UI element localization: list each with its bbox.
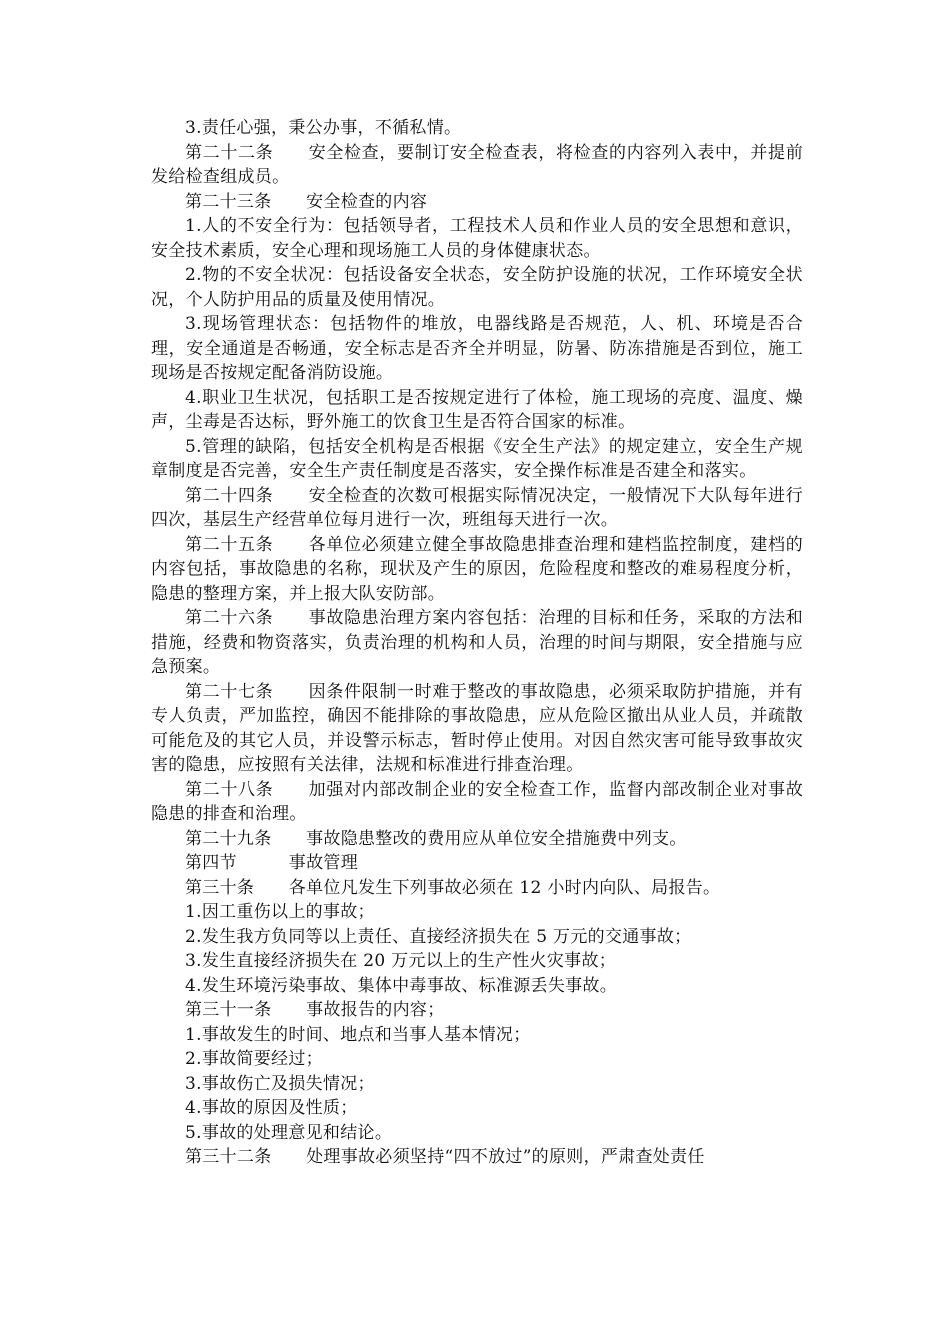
list-item: 1.事故发生的时间、地点和当事人基本情况； — [185, 1024, 531, 1045]
list-item: 1.因工重伤以上的事故； — [185, 902, 375, 922]
paragraph: 第二十六条 事故隐患治理方案内容包括：治理的目标和任务，采取的方法和措施，经费和物资落实，负责治理的机构和人员，治理的时间与期限，安全措施与应急预案。 — [151, 608, 803, 677]
section-heading: 第四节 事故管理 — [185, 853, 358, 873]
paragraph: 第二十二条 安全检查，要制订安全检查表，将检查的内容列入表中，并提前发给检查组成员。 — [151, 142, 803, 187]
paragraph: 第二十七条 因条件限制一时难于整改的事故隐患，必须采取防护措施，并有专人负责，严加监控，确因不能排除的事故隐患，应从危险区撤出从业人员，并疏散可能危及的其它人员，并设警示标志，暂时停止使用。对因自然灾害可能导致事故灾害的隐患，应按照有关法律，法规和标准进行排查治理。 — [151, 681, 803, 775]
paragraph: 第三十一条 事故报告的内容； — [185, 1000, 445, 1020]
list-item: 5.事故的处理意见和结论。 — [185, 1122, 393, 1143]
paragraph: 第三十二条 处理事故必须坚持“四不放过”的原则，严肃查处责任 — [185, 1147, 705, 1167]
list-item: 4.事故的原因及性质； — [185, 1098, 358, 1118]
paragraph: 第二十五条 各单位必须建立健全事故隐患排查治理和建档监控制度，建档的内容包括，事故隐患的名称，现状及产生的原因，危险程度和整改的难易程度分析，隐患的整理方案，并上报大队安防部。 — [151, 534, 803, 604]
paragraph: 第二十四条 安全检查的次数可根据实际情况决定，一般情况下大队每年进行四次，基层生产经营单位每月进行一次，班组每天进行一次。 — [151, 485, 803, 530]
paragraph: 第二十九条 事故隐患整改的费用应从单位安全措施费中列支。 — [185, 828, 687, 849]
paragraph: 2.物的不安全状况：包括设备安全状态，安全防护设施的状况，工作环境安全状况，个人防护用品的质量及使用情况。 — [151, 265, 803, 310]
paragraph: 第三十条 各单位凡发生下列事故必须在 12 小时内向队、局报告。 — [185, 877, 721, 898]
list-item: 2.事故简要经过； — [185, 1049, 323, 1069]
document-body — [151, 116, 803, 1170]
paragraph: 3.现场管理状态：包括物件的堆放，电器线路是否规范，人、机、环境是否合理，安全通道是否畅通，安全标志是否齐全并明显，防暑、防冻措施是否到位，施工现场是否按规定配备消防设施。 — [151, 314, 803, 383]
paragraph: 第二十八条 加强对内部改制企业的安全检查工作，监督内部改制企业对事故隐患的排查和治理。 — [151, 779, 803, 824]
paragraph: 4.职业卫生状况，包括职工是否按规定进行了体检，施工现场的亮度、温度、燥声，尘毒是否达标，野外施工的饮食卫生是否符合国家的标准。 — [151, 387, 803, 432]
paragraph: 第二十三条 安全检查的内容 — [185, 191, 428, 212]
list-item: 4.发生环境污染事故、集体中毒事故、标准源丢失事故。 — [185, 975, 618, 996]
list-item: 3.发生直接经济损失在 20 万元以上的生产性火灾事故； — [185, 951, 617, 971]
paragraph: 5.管理的缺陷，包括安全机构是否根据《安全生产法》的规定建立，安全生产规章制度是否完善，安全生产责任制度是否落实，安全操作标准是否建全和落实。 — [151, 436, 803, 481]
paragraph: 1.人的不安全行为：包括领导者，工程技术人员和作业人员的安全思想和意识，安全技术素质，安全心理和现场施工人员的身体健康状态。 — [151, 216, 803, 261]
paragraph: 3.责任心强，秉公办事，不循私情。 — [185, 118, 462, 138]
list-item: 2.发生我方负同等以上责任、直接经济损失在 5 万元的交通事故； — [185, 926, 692, 947]
list-item: 3.事故伤亡及损失情况； — [185, 1073, 375, 1094]
